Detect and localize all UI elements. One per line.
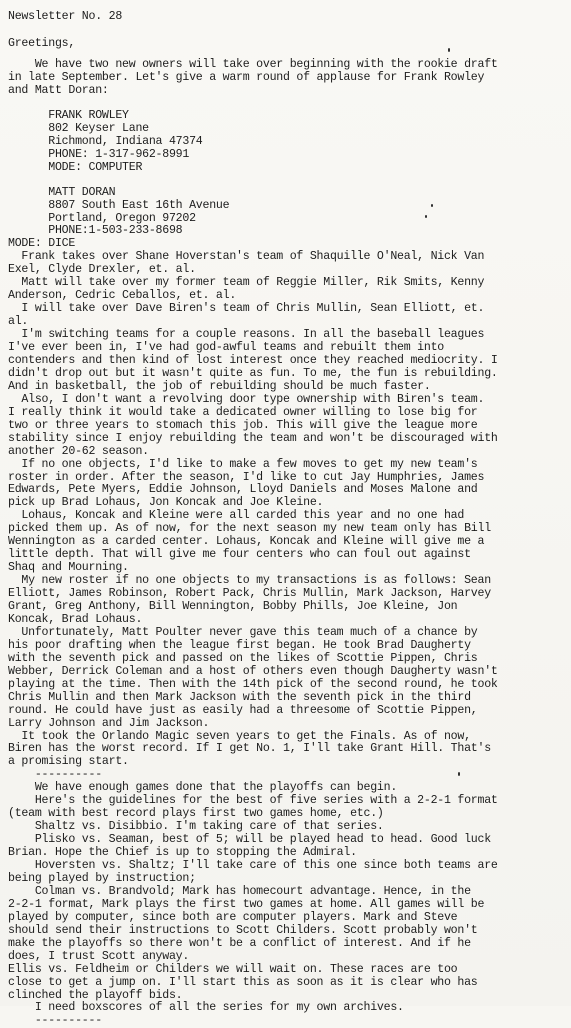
body-line: two or three years to stomach this job. This will give the league more	[8, 418, 478, 432]
body-line: Larry Johnson and Jim Jackson.	[8, 716, 210, 730]
body-line: Frank takes over Shane Hoverstan's team of Shaquille O'Neal, Nick Van	[8, 250, 485, 264]
body-line: Koncak, Brad Lohaus.	[8, 612, 143, 626]
body-line: al.	[8, 315, 29, 329]
greeting-line: Greetings,	[8, 37, 76, 50]
body-line: If no one objects, I'd like to make a few moves to get my new team's	[8, 457, 478, 471]
body-line: another 20-62 season.	[8, 444, 149, 458]
body-line: Matt will take over my former team of Reggie Miller, Rik Smits, Kenny	[8, 276, 485, 290]
body-line: his poor drafting when the league first began. He took Brad Daugherty	[8, 638, 471, 652]
body-line: Anderson, Cedric Ceballos, et. al.	[8, 289, 237, 303]
body-line: MATT DORAN	[8, 185, 116, 199]
body-line: with the seventh pick and passed on the likes of Scottie Pippen, Chris	[8, 651, 478, 665]
body-line: Shaltz vs. Disibbio. I'm taking care of that series.	[8, 820, 384, 834]
body-line: I will take over Dave Biren's team of Chris Mullin, Sean Elliott, et.	[8, 302, 485, 316]
body-line: stability since I enjoy rebuilding the team and won't be discouraged with	[8, 431, 498, 445]
body-line: being played by instruction;	[8, 871, 196, 885]
body-line: a promising start.	[8, 755, 129, 769]
body-line: We have enough games done that the playoffs can begin.	[8, 781, 398, 795]
body-line: FRANK ROWLEY	[8, 108, 129, 122]
body-line: ----------	[8, 768, 102, 782]
body-line: picked them up. As of now, for the next season my new team only has Bill	[8, 522, 491, 536]
body-line: played by computer, since both are computer players. Mark and Steve	[8, 910, 458, 924]
body-line: (team with best record plays first two games home, etc.)	[8, 807, 384, 821]
body-line: 802 Keyser Lane	[8, 121, 149, 135]
body-line: Biren has the worst record. If I get No. 1, I'll take Grant Hill. That's	[8, 742, 491, 756]
body-line: pick up Brad Lohaus, Jon Koncak and Joe Kleine.	[8, 496, 324, 510]
body-line: Exel, Clyde Drexler, et. al.	[8, 263, 196, 277]
body-line: didn't drop out but it wasn't quite as fun. To me, the fun is rebuilding.	[8, 366, 498, 380]
body-line: little depth. That will give me four centers who can foul out against	[8, 548, 471, 562]
body-line: Unfortunately, Matt Poulter never gave this team much of a chance by	[8, 625, 478, 639]
body-line: Webber, Derrick Coleman and a host of others even though Daugherty wasn't	[8, 664, 498, 678]
scan-speck	[431, 204, 433, 207]
body-line: does, I trust Scott anyway.	[8, 949, 190, 963]
body-line: should send their instructions to Scott Childers. Scott probably won't	[8, 923, 478, 937]
body-line: make the playoffs so there won't be a conflict of interest. And if he	[8, 936, 471, 950]
body-line: Edwards, Pete Myers, Eddie Johnson, Lloyd Daniels and Moses Malone and	[8, 483, 478, 497]
body-line: Wennington as a carded center. Lohaus, Koncak and Kleine will give me a	[8, 535, 485, 549]
body-line: Lohaus, Koncak and Kleine were all carded this year and no one had	[8, 509, 465, 523]
body-line: I need boxscores of all the series for my own archives.	[8, 1001, 404, 1015]
body-line: My new roster if no one objects to my transactions is as follows: Sean	[8, 574, 491, 588]
body-line: Hoversten vs. Shaltz; I'll take care of this one since both teams are	[8, 859, 498, 872]
body-line: Colman vs. Brandvold; Mark has homecourt advantage. Hence, in the	[8, 884, 471, 898]
body-line: Richmond, Indiana 47374	[8, 134, 203, 148]
scan-speck	[458, 772, 460, 776]
body-line: Also, I don't want a revolving door type ownership with Biren's team.	[8, 392, 485, 406]
body-line: Ellis vs. Feldheim or Childers we will wait on. These races are too	[8, 962, 458, 976]
body-line: ----------	[8, 1014, 102, 1028]
body-line: in late September. Let's give a warm round of applause for Frank Rowley	[8, 70, 485, 84]
body-line: Plisko vs. Seaman, best of 5; will be played head to head. Good luck	[8, 833, 491, 847]
body-line: and Matt Doran:	[8, 83, 109, 97]
body-line: We have two new owners will take over beginning with the rookie draft	[8, 58, 498, 71]
body-line: MODE: COMPUTER	[8, 160, 143, 174]
body-line: PHONE:1-503-233-8698	[8, 224, 183, 238]
body-line: close to get a jump on. I'll start this as soon as it is clear who has	[8, 975, 478, 989]
body-line: Brian. Hope the Chief is up to stopping the Admiral.	[8, 846, 357, 860]
body-line: I'm switching teams for a couple reasons. In all the baseball leagues	[8, 328, 485, 342]
body-line: I've ever been in, I've had god-awful teams and rebuilt them into	[8, 341, 444, 354]
body-line: PHONE: 1-317-962-8991	[8, 147, 190, 161]
body-line: clinched the playoff bids.	[8, 988, 183, 1002]
body-line: roster in order. After the season, I'd like to cut Jay Humphries, James	[8, 470, 485, 484]
body-line: Elliott, James Robinson, Robert Pack, Chris Mullin, Mark Jackson, Harvey	[8, 587, 491, 601]
scan-speck	[448, 48, 450, 52]
body-line: I really think it would take a dedicated owner willing to lose big for	[8, 405, 478, 419]
body-line: playing at the time. Then with the 14th pick of the second round, he took	[8, 677, 498, 691]
body-line: It took the Orlando Magic seven years to get the Finals. As of now,	[8, 729, 471, 743]
body-line: And in basketball, the job of rebuilding should be much faster.	[8, 379, 431, 393]
body-line: 2-2-1 format, Mark plays the first two games at home. All games will be	[8, 897, 485, 911]
body-line: 8807 South East 16th Avenue	[8, 198, 230, 212]
body-line: contenders and then kind of lost interest once they reached mediocrity. I	[8, 353, 498, 367]
body-line: round. He could have just as easily had a threesome of Scottie Pippen,	[8, 703, 478, 717]
body-line: Portland, Oregon 97202	[8, 211, 196, 225]
body-line: MODE: DICE	[8, 237, 76, 251]
body-line: Chris Mullin and then Mark Jackson with the seventh pick in the third	[8, 690, 471, 704]
body-line: Here's the guidelines for the best of five series with a 2-2-1 format	[8, 794, 498, 808]
body-line: Shaq and Mourning.	[8, 561, 129, 575]
scan-speck	[425, 215, 427, 218]
body-line: Grant, Greg Anthony, Bill Wennington, Bobby Phills, Joe Kleine, Jon	[8, 600, 458, 613]
newsletter-heading: Newsletter No. 28	[8, 10, 123, 23]
